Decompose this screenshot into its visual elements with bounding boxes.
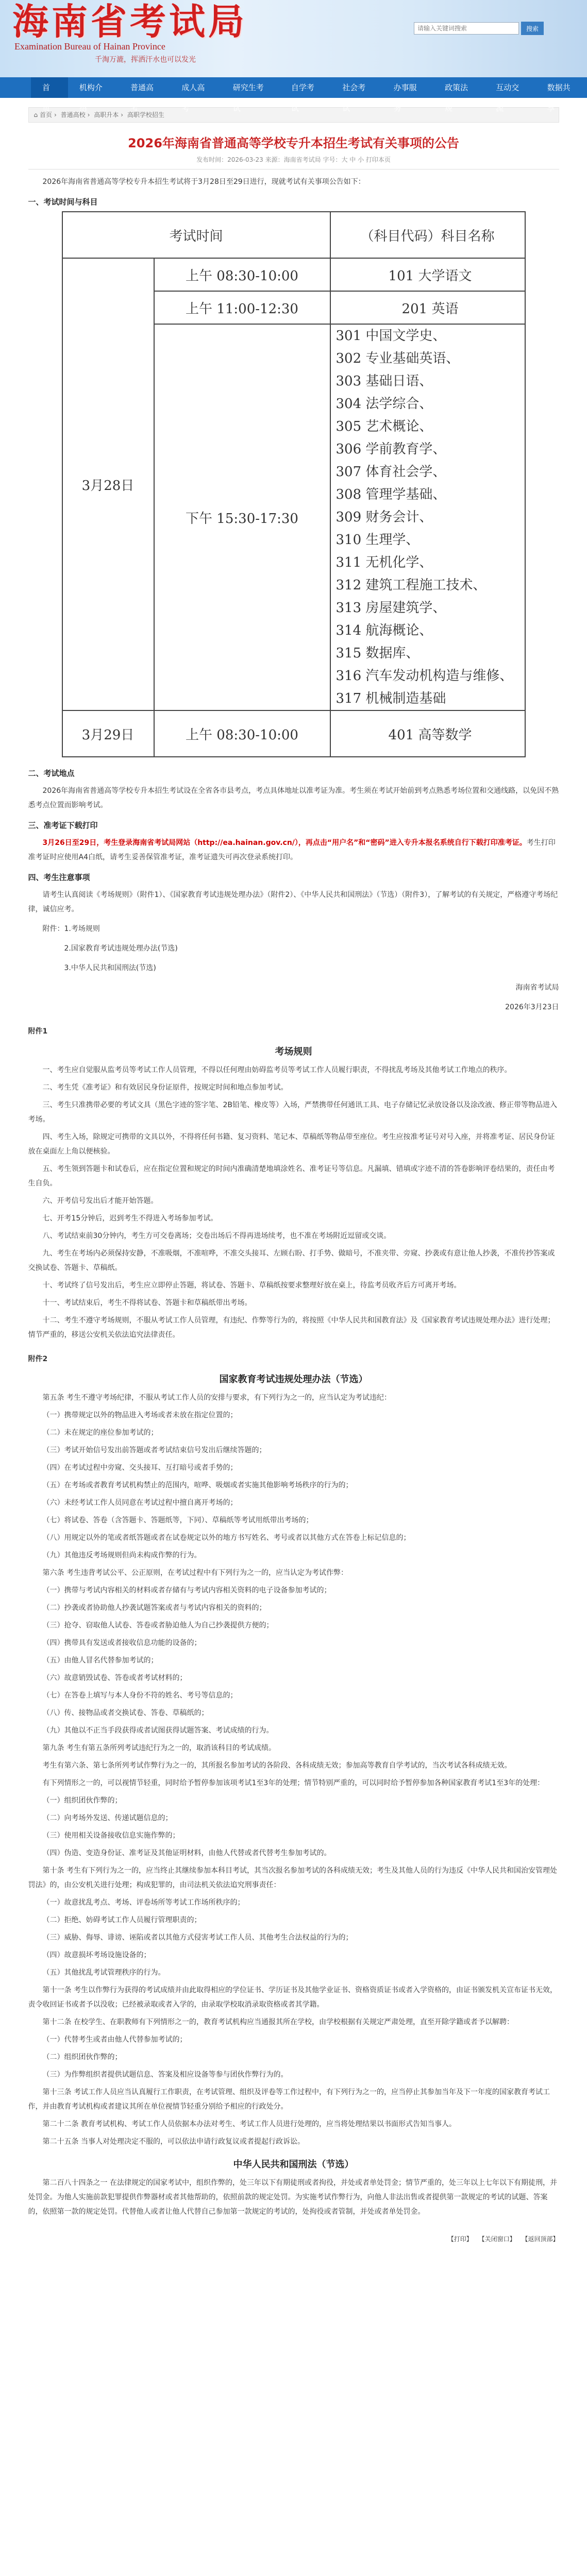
exam-subject: 313 房屋建筑学、 xyxy=(336,600,446,616)
article-paragraph: 2026年海南省普通高等学校专升本招生考试设在全省各市县考点，考点具体地址以准考证为准。考生须在考试开始前到考点熟悉考场位置和交通线路，以免因不熟悉考点位置而影响考试。 xyxy=(28,787,559,809)
appendix-2-rules xyxy=(28,1391,559,2149)
rule-paragraph: 第十二条 在校学生、在职教师有下列情形之一的，教育考试机构应当通报其所在学校，由学校根据有关规定严肃处理，直至开除学籍或者予以解聘： xyxy=(42,2018,514,2026)
site-logo[interactable] xyxy=(12,0,247,64)
exam-time-slot: 下午 15:30-17:30 xyxy=(154,324,330,710)
exam-subject: 304 法学综合、 xyxy=(336,396,433,412)
article-intro: 2026年海南省普通高等学校专升本招生考试将于3月28日至29日进行，现就考试有关事项公告如下： xyxy=(42,178,365,186)
rule-paragraph: 十、考试终了信号发出后，考生应立即停止答题，将试卷、答题卡、草稿纸按要求整理好放在桌上，待监考员收齐后方可离开考场。 xyxy=(42,1281,461,1290)
rule-paragraph: 有下列情形之一的，可以视情节轻重，同时给予暂停参加该项考试1至3年的处理；情节特别严重的，可以同时给予暂停参加各种国家教育考试1至3年的处理： xyxy=(42,1779,545,1787)
appendix-title: 国家教育考试违规处理办法（节选） xyxy=(219,1374,368,1385)
exam-subject: 401 高等数学 xyxy=(330,710,525,757)
exam-date: 3月29日 xyxy=(62,710,154,757)
nav-self-study[interactable]: 自学考试 xyxy=(291,83,314,113)
back-to-top-link[interactable]: 【返回顶部】 xyxy=(522,2235,559,2243)
breadcrumb-item[interactable]: 高职学校招生 xyxy=(127,111,164,118)
rule-paragraph: （二）向考场外发送、传递试题信息的； xyxy=(42,1814,173,1822)
exam-subject: 307 体育社会学、 xyxy=(336,464,446,480)
rule-paragraph: （三）抢夺、窃取他人试卷、答卷或者胁迫他人为自己抄袭提供方便的； xyxy=(42,1621,274,1630)
rule-paragraph: （二）抄袭或者协助他人抄袭试题答案或者与考试内容相关的资料的； xyxy=(42,1604,266,1612)
rule-paragraph: 八、考试结束前30分钟内，考生方可交卷离场；交卷出场后不得再进场续考，也不准在考场附近逗留或交谈。 xyxy=(42,1232,391,1240)
rule-paragraph: 第九条 考生有第五条所列考试违纪行为之一的，取消该科目的考试成绩。 xyxy=(42,1744,276,1752)
rule-paragraph: （六）故意销毁试卷、答卷或者考试材料的； xyxy=(42,1674,187,1682)
appendix-1-rules xyxy=(28,1063,559,1342)
exam-subject-list xyxy=(330,324,525,710)
rule-paragraph: （三）威胁、侮辱、诽谤、诬陷或者以其他方式侵害考试工作人员、其他考生合法权益的行为的； xyxy=(42,1934,353,1942)
rule-paragraph: （八）传、接物品或者交换试卷、答卷、草稿纸的； xyxy=(42,1709,209,1717)
attachment-link[interactable]: 2.国家教育考试违规处理办法(节选) xyxy=(64,944,178,953)
rule-paragraph: 第十一条 考生以作弊行为获得的考试成绩并由此取得相应的学位证书、学历证书及其他学业证书、资格资质证书或者入学资格的，由证书颁发机关宣布证书无效，责令收回证书或者予以没收；已经被录取或者入学的，由录取学校取消录取资格或者其学籍。 xyxy=(28,1986,557,2009)
breadcrumb-item[interactable]: 高职升本 xyxy=(94,111,119,118)
signature-date: 2026年3月23日 xyxy=(505,1003,559,1011)
exam-time-slot: 上午 08:30-10:00 xyxy=(154,710,330,757)
exam-subject: 302 专业基础英语、 xyxy=(336,351,460,366)
breadcrumb-item[interactable]: 首页 xyxy=(39,111,52,118)
rule-paragraph: （一）组织团伙作弊的； xyxy=(42,1797,122,1805)
table-header-time: 考试时间 xyxy=(62,212,330,258)
rule-paragraph: （二）未在规定的座位参加考试的； xyxy=(42,1429,158,1437)
rule-paragraph: （一）携带规定以外的物品进入考场或者未放在指定位置的； xyxy=(42,1411,238,1419)
home-icon: ⌂ xyxy=(33,111,38,118)
rule-paragraph: （一）携带与考试内容相关的材料或者存储有与考试内容相关资料的电子设备参加考试的； xyxy=(42,1586,331,1595)
attachment-link[interactable]: 3.中华人民共和国刑法(节选) xyxy=(64,964,156,972)
rule-paragraph: （一）故意扰乱考点、考场、评卷场所等考试工作场所秩序的； xyxy=(42,1899,245,1907)
search-input[interactable] xyxy=(414,22,519,35)
nav-graduate-exam[interactable]: 研究生考试 xyxy=(232,83,264,113)
rule-paragraph: （三）使用相关设备接收信息实施作弊的； xyxy=(42,1832,180,1840)
rule-paragraph: 三、考生只准携带必要的考试文具（黑色字迹的签字笔、2B铅笔、橡皮等）入场，严禁携带任何通讯工具、电子存储记忆录放设备以及涂改液、修正带等物品进入考场。 xyxy=(28,1101,558,1124)
rule-paragraph: 二、考生凭《准考证》和有效居民身份证原件，按规定时间和地点参加考试。 xyxy=(42,1083,288,1092)
exam-time-slot: 上午 08:30-10:00 xyxy=(154,258,330,291)
highlight-text: 3月26日至29日，考生登录海南省考试局网站（http://ea.hainan.gov.cn/），再点击“用户名”和“密码”进入专升本报名系统自行下载打印准考证。 xyxy=(42,839,527,847)
rule-paragraph: （七）在答卷上填写与本人身份不符的姓名、考号等信息的； xyxy=(42,1691,238,1700)
section-heading: 二、考试地点 xyxy=(28,769,75,778)
rule-paragraph: 第六条 考生违背考试公平、公正原则，在考试过程中有下列行为之一的，应当认定为考试作弊： xyxy=(42,1569,348,1577)
exam-subject: 312 建筑工程施工技术、 xyxy=(336,578,487,593)
nav-policy[interactable]: 政策法规 xyxy=(444,83,468,113)
exam-subject: 315 数据库、 xyxy=(336,646,420,661)
rule-paragraph: （九）其他违反考场规则但尚未构成作弊的行为。 xyxy=(42,1551,202,1560)
nav-social-exam[interactable]: 社会考试 xyxy=(342,83,366,113)
footer-links xyxy=(28,2234,559,2243)
rule-paragraph: （三）为作弊组织者提供试题信息、答案及相应设备等参与团伙作弊行为的。 xyxy=(42,2071,288,2079)
signature-org: 海南省考试局 xyxy=(515,984,559,992)
paragraph-text: 考生打印准考证时应使用A4白纸，请考生妥善保管准考证，准考证遗失可再次登录系统打印。 xyxy=(28,839,556,861)
rule-paragraph: 十二、考生不遵守考场规则，不服从考试工作人员管理，有违纪、作弊等行为的，将按照《中华人民共和国教育法》及《国家教育考试违规处理办法》进行处理；情节严重的，移送公安机关依法追究法律责任。 xyxy=(28,1316,555,1339)
rule-paragraph: （七）将试卷、答卷（含答题卡、答题纸等，下同）、草稿纸等考试用纸带出考场的； xyxy=(42,1516,313,1524)
section-heading: 一、考试时间与科目 xyxy=(28,197,98,207)
main-content xyxy=(28,98,559,2243)
rule-paragraph: （四）携带具有发送或者接收信息功能的设备的； xyxy=(42,1639,202,1647)
rule-paragraph: 五、考生领到答题卡和试卷后，应在指定位置和规定的时间内准确清楚地填涂姓名、准考证号等信息。凡漏填、错填或字迹不清的答卷影响评卷结果的，责任由考生自负。 xyxy=(28,1165,555,1188)
article-paragraph: 请考生认真阅读《考场规则》（附件1）、《国家教育考试违规处理办法》（附件2）、《中华人民共和国刑法》（节选）（附件3），了解考试的有关规定，严格遵守考场纪律，诚信应考。 xyxy=(28,891,558,913)
search-bar xyxy=(414,22,544,35)
site-title: 海南省考试局 xyxy=(12,0,247,43)
nav-gaokao[interactable]: 普通高 xyxy=(130,83,154,92)
section-heading: 三、准考证下载打印 xyxy=(28,821,98,830)
rule-paragraph: 考生有第六条、第七条所列考试作弊行为之一的，其所报名参加考试的各阶段、各科成绩无效；参加高等教育自学考试的，当次考试各科成绩无效。 xyxy=(42,1761,512,1770)
appendix-title: 中华人民共和国刑法（节选） xyxy=(233,2159,354,2170)
rule-paragraph: 第二十五条 当事人对处理决定不服的，可以依法申请行政复议或者提起行政诉讼。 xyxy=(42,2138,305,2146)
rule-paragraph: （五）在考场或者教育考试机构禁止的范围内，喧哗、吸烟或者实施其他影响考场秩序的行为的； xyxy=(42,1481,353,1489)
exam-subject: 309 财务会计、 xyxy=(336,510,433,525)
exam-subject: 308 管理学基础、 xyxy=(336,487,446,502)
exam-subject: 101 大学语文 xyxy=(330,258,525,291)
nav-data[interactable]: 数据共享 xyxy=(547,83,571,113)
rule-paragraph: （六）未经考试工作人员同意在考试过程中擅自离开考场的； xyxy=(42,1499,238,1507)
site-english-title: Examination Bureau of Hainan Province xyxy=(14,41,165,52)
close-window-link[interactable]: 【关闭窗口】 xyxy=(478,2235,516,2243)
table-header-subject: （科目代码）科目名称 xyxy=(330,212,525,258)
nav-home[interactable]: 首 xyxy=(31,77,68,98)
rule-paragraph: （九）其他以不正当手段获得或者试图获得试题答案、考试成绩的行为。 xyxy=(42,1726,274,1735)
rule-paragraph: 第二十二条 教育考试机构、考试工作人员依据本办法对考生、考试工作人员进行处理的，应当将处理结果以书面形式告知当事人。 xyxy=(42,2120,456,2128)
exam-subject: 317 机械制造基础 xyxy=(336,691,446,706)
site-slogan: 千淘万漉，挥洒汗水也可以发光 xyxy=(95,56,196,64)
rule-paragraph: （三）考试开始信号发出前答题或者考试结束信号发出后继续答题的； xyxy=(42,1446,266,1454)
rule-paragraph: 第二百八十四条之一 在法律规定的国家考试中，组织作弊的，处三年以下有期徒刑或者拘役，并处或者单处罚金；情节严重的，处三年以上七年以下有期徒刑，并处罚金。为他人实施前款犯罪提供作弊器材或者其他帮助的，依照前款的规定处罚。为实施考试作弊行为，向他人非法出售或者提供第一款规定的考试的试题、答案的，依照第一款的规定处罚。代替他人或者让他人代替自己参加第一款规定的考试的，处拘役或者管制，并处或者单处罚金。 xyxy=(28,2179,557,2216)
rule-paragraph: （四）故意损坏考场设施设备的； xyxy=(42,1951,151,1959)
rule-paragraph: （四）伪造、变造身份证、准考证及其他证明材料，由他人代替或者代替考生参加考试的。 xyxy=(42,1849,331,1857)
breadcrumb: ⌂ 首页 › 普通高校 › 高职升本 › 高职学校招生 xyxy=(28,107,559,123)
exam-subject: 314 航海概论、 xyxy=(336,623,433,638)
exam-subject: 306 学前教育学、 xyxy=(336,442,446,457)
exam-subject: 310 生理学、 xyxy=(336,532,420,548)
exam-date: 3月28日 xyxy=(62,258,154,710)
rule-paragraph: （二）组织团伙作弊的； xyxy=(42,2053,122,2061)
nav-interaction[interactable]: 互动交流 xyxy=(496,83,519,113)
rule-paragraph: 一、考生应自觉服从监考员等考试工作人员管理，不得以任何理由妨碍监考员等考试工作人员履行职责，不得扰乱考场及其他考试工作地点的秩序。 xyxy=(42,1066,512,1074)
site-header xyxy=(0,0,587,77)
rule-paragraph: 第十三条 考试工作人员应当认真履行工作职责，在考试管理、组织及评卷等工作过程中，有下列行为之一的，应当停止其参加当年及下一年度的国家教育考试工作，并由教育考试机构或者建议其所在单位视情节轻重分别给予相应的行政处分。 xyxy=(28,2088,550,2111)
breadcrumb-item[interactable]: 普通高校 xyxy=(60,111,86,118)
article-title: 2026年海南省普通高等学校专升本招生考试有关事项的公告 xyxy=(128,136,459,150)
rule-paragraph: （八）用规定以外的笔或者纸答题或者在试卷规定以外的地方书写姓名、考号或者以其他方式在答卷上标记信息的； xyxy=(42,1534,411,1542)
appendix-label: 附件1 xyxy=(28,1027,48,1036)
appendix-label: 附件2 xyxy=(28,1355,48,1363)
section-heading: 四、考生注意事项 xyxy=(28,873,90,882)
main-nav xyxy=(0,77,587,113)
exam-schedule-table xyxy=(62,211,526,757)
exam-subject: 311 无机化学、 xyxy=(336,555,433,570)
appendix-3-rules xyxy=(28,2176,559,2219)
attachment-link[interactable]: 附件：1.考场规则 xyxy=(42,925,100,933)
nav-about[interactable]: 机构介 xyxy=(79,83,103,92)
rule-paragraph: 四、考生入场，除规定可携带的文具以外，不得将任何书籍、复习资料、笔记本、草稿纸等物品带至座位。考生应按准考证号对号入座，并将准考证、居民身份证放在桌面左上角以便核验。 xyxy=(28,1133,555,1156)
nav-services[interactable]: 办事服务 xyxy=(393,83,417,113)
exam-subject: 305 艺术概论、 xyxy=(336,419,433,434)
search-button[interactable]: 搜索 xyxy=(521,22,544,35)
exam-subject: 301 中国文学史、 xyxy=(336,328,446,344)
nav-adult-exam[interactable]: 成人高考 xyxy=(181,83,205,113)
rule-paragraph: （五）由他人冒名代替参加考试的； xyxy=(42,1656,158,1665)
rule-paragraph: 七、开考15分钟后，迟到考生不得进入考场参加考试。 xyxy=(42,1214,218,1223)
article-meta: 发布时间：2026-03-23 来源：海南省考试局 字号：大 中 小 打印本页 xyxy=(28,155,559,170)
rule-paragraph: 六、开考信号发出后才能开始答题。 xyxy=(42,1197,158,1205)
print-link[interactable]: 【打印】 xyxy=(447,2235,473,2243)
exam-time-slot: 上午 11:00-12:30 xyxy=(154,291,330,324)
exam-subject: 201 英语 xyxy=(330,291,525,324)
rule-paragraph: （五）其他扰乱考试管理秩序的行为。 xyxy=(42,1969,165,1977)
rule-paragraph: （二）拒绝、妨碍考试工作人员履行管理职责的； xyxy=(42,1916,202,1924)
appendix-title: 考场规则 xyxy=(275,1046,312,1057)
rule-paragraph: 第五条 考生不遵守考场纪律，不服从考试工作人员的安排与要求，有下列行为之一的，应当认定为考试违纪： xyxy=(42,1394,391,1402)
exam-subject: 303 基础日语、 xyxy=(336,374,433,389)
rule-paragraph: 九、考生在考场内必须保持安静，不准吸烟，不准喧哗，不准交头接耳、左顾右盼、打手势、做暗号，不准夹带、旁窥、抄袭或有意让他人抄袭，不准传抄答案或交换试卷、答题卡、草稿纸。 xyxy=(28,1249,555,1272)
exam-subject: 316 汽车发动机构造与维修、 xyxy=(336,668,513,684)
rule-paragraph: （一）代替考生或者由他人代替参加考试的； xyxy=(42,2036,187,2044)
rule-paragraph: 十一、考试结束后，考生不得将试卷、答题卡和草稿纸带出考场。 xyxy=(42,1299,252,1307)
rule-paragraph: 第十条 考生有下列行为之一的，应当终止其继续参加本科目考试，其当次报名参加考试的各科成绩无效；考生及其他人员的行为违反《中华人民共和国治安管理处罚法》的，由公安机关进行处理；构成犯罪的，由司法机关依法追究刑事责任： xyxy=(28,1867,557,1889)
article-paragraph xyxy=(28,836,559,865)
rule-paragraph: （四）在考试过程中旁窥、交头接耳、互打暗号或者手势的； xyxy=(42,1464,238,1472)
